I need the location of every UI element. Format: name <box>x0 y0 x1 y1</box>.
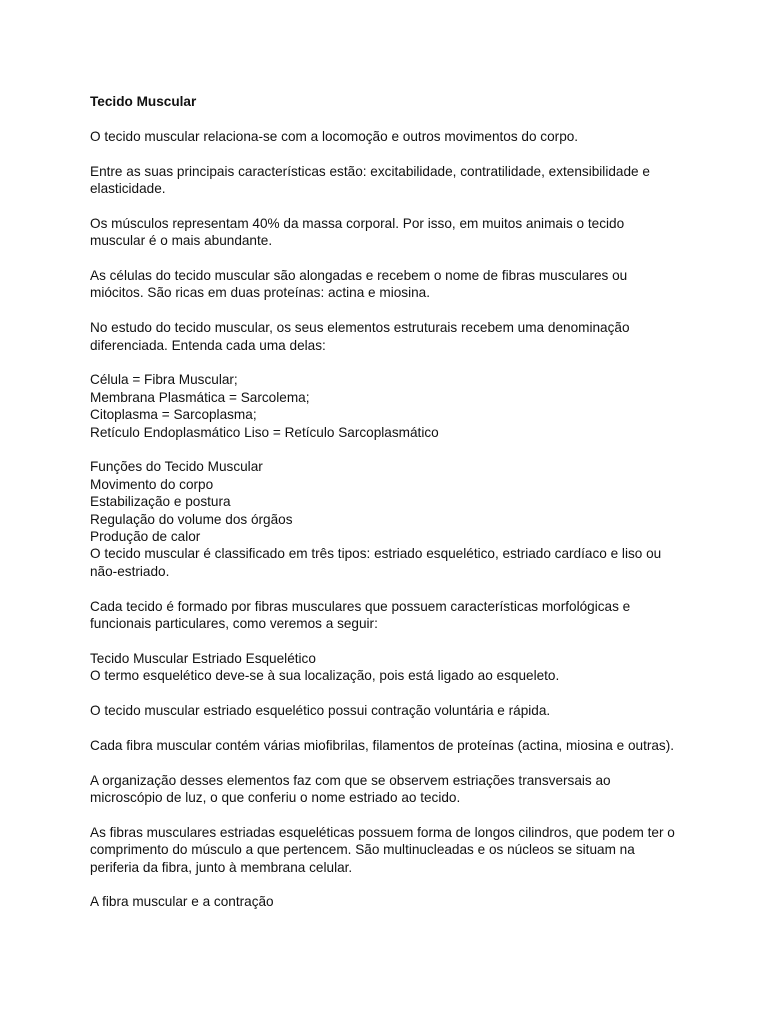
paragraph-functions-list: Funções do Tecido Muscular Movimento do corpo Estabilização e postura Regulação do volume dos órgãos Produção de calor O tecido muscular é classificado em três tipos: estriado esquelético, estriado cardíaco e liso ou não-estriado. <box>90 459 662 579</box>
paragraph-striations: A organização desses elementos faz com que se observem estriações transversais ao microscópio de luz, o que conferiu o nome estriado ao tecido. <box>90 772 611 806</box>
paragraph-terminology-list: Célula = Fibra Muscular; Membrana Plasmática = Sarcolema; Citoplasma = Sarcoplasma; Retículo Endoplasmático Liso = Retículo Sarcoplasmático <box>90 372 439 440</box>
document-title: Tecido Muscular <box>90 94 197 109</box>
paragraph-characteristics: Entre as suas principais características estão: excitabilidade, contratilidade, extensibilidade e elasticidade. <box>90 163 650 196</box>
paragraph-cells: As células do tecido muscular são alongadas e recebem o nome de fibras musculares ou miócitos. São ricas em duas proteínas: actina e miosina. <box>90 268 628 301</box>
paragraph-skeletal-section: Tecido Muscular Estriado Esquelético O termo esquelético deve-se à sua localização, pois está ligado ao esqueleto. <box>90 650 560 684</box>
paragraph-fiber-types: Cada tecido é formado por fibras musculares que possuem características morfológicas e funcionais particulares, como veremos a seguir: <box>90 598 631 632</box>
paragraph-structures: No estudo do tecido muscular, os seus elementos estruturais recebem uma denominação diferenciada. Entenda cada uma delas: <box>90 320 630 353</box>
paragraph-myofibrils: Cada fibra muscular contém várias miofibrilas, filamentos de proteínas (actina, miosina e outras). <box>90 737 675 753</box>
paragraph-intro: O tecido muscular relaciona-se com a locomoção e outros movimentos do corpo. <box>90 128 579 144</box>
document-content <box>90 93 680 911</box>
paragraph-body-mass: Os músculos representam 40% da massa corporal. Por isso, em muitos animais o tecido muscular é o mais abundante. <box>90 215 625 249</box>
paragraph-section-heading: A fibra muscular e a contração <box>90 894 274 910</box>
paragraph-fiber-shape: As fibras musculares estriadas esqueléticas possuem forma de longos cilindros, que podem ter o comprimento do músculo a que pertencem. São multinucleadas e os núcleos se situam na periferia da fibra, junto à membrana celular. <box>90 824 675 875</box>
paragraph-contraction: O tecido muscular estriado esquelético possui contração voluntária e rápida. <box>90 703 551 719</box>
